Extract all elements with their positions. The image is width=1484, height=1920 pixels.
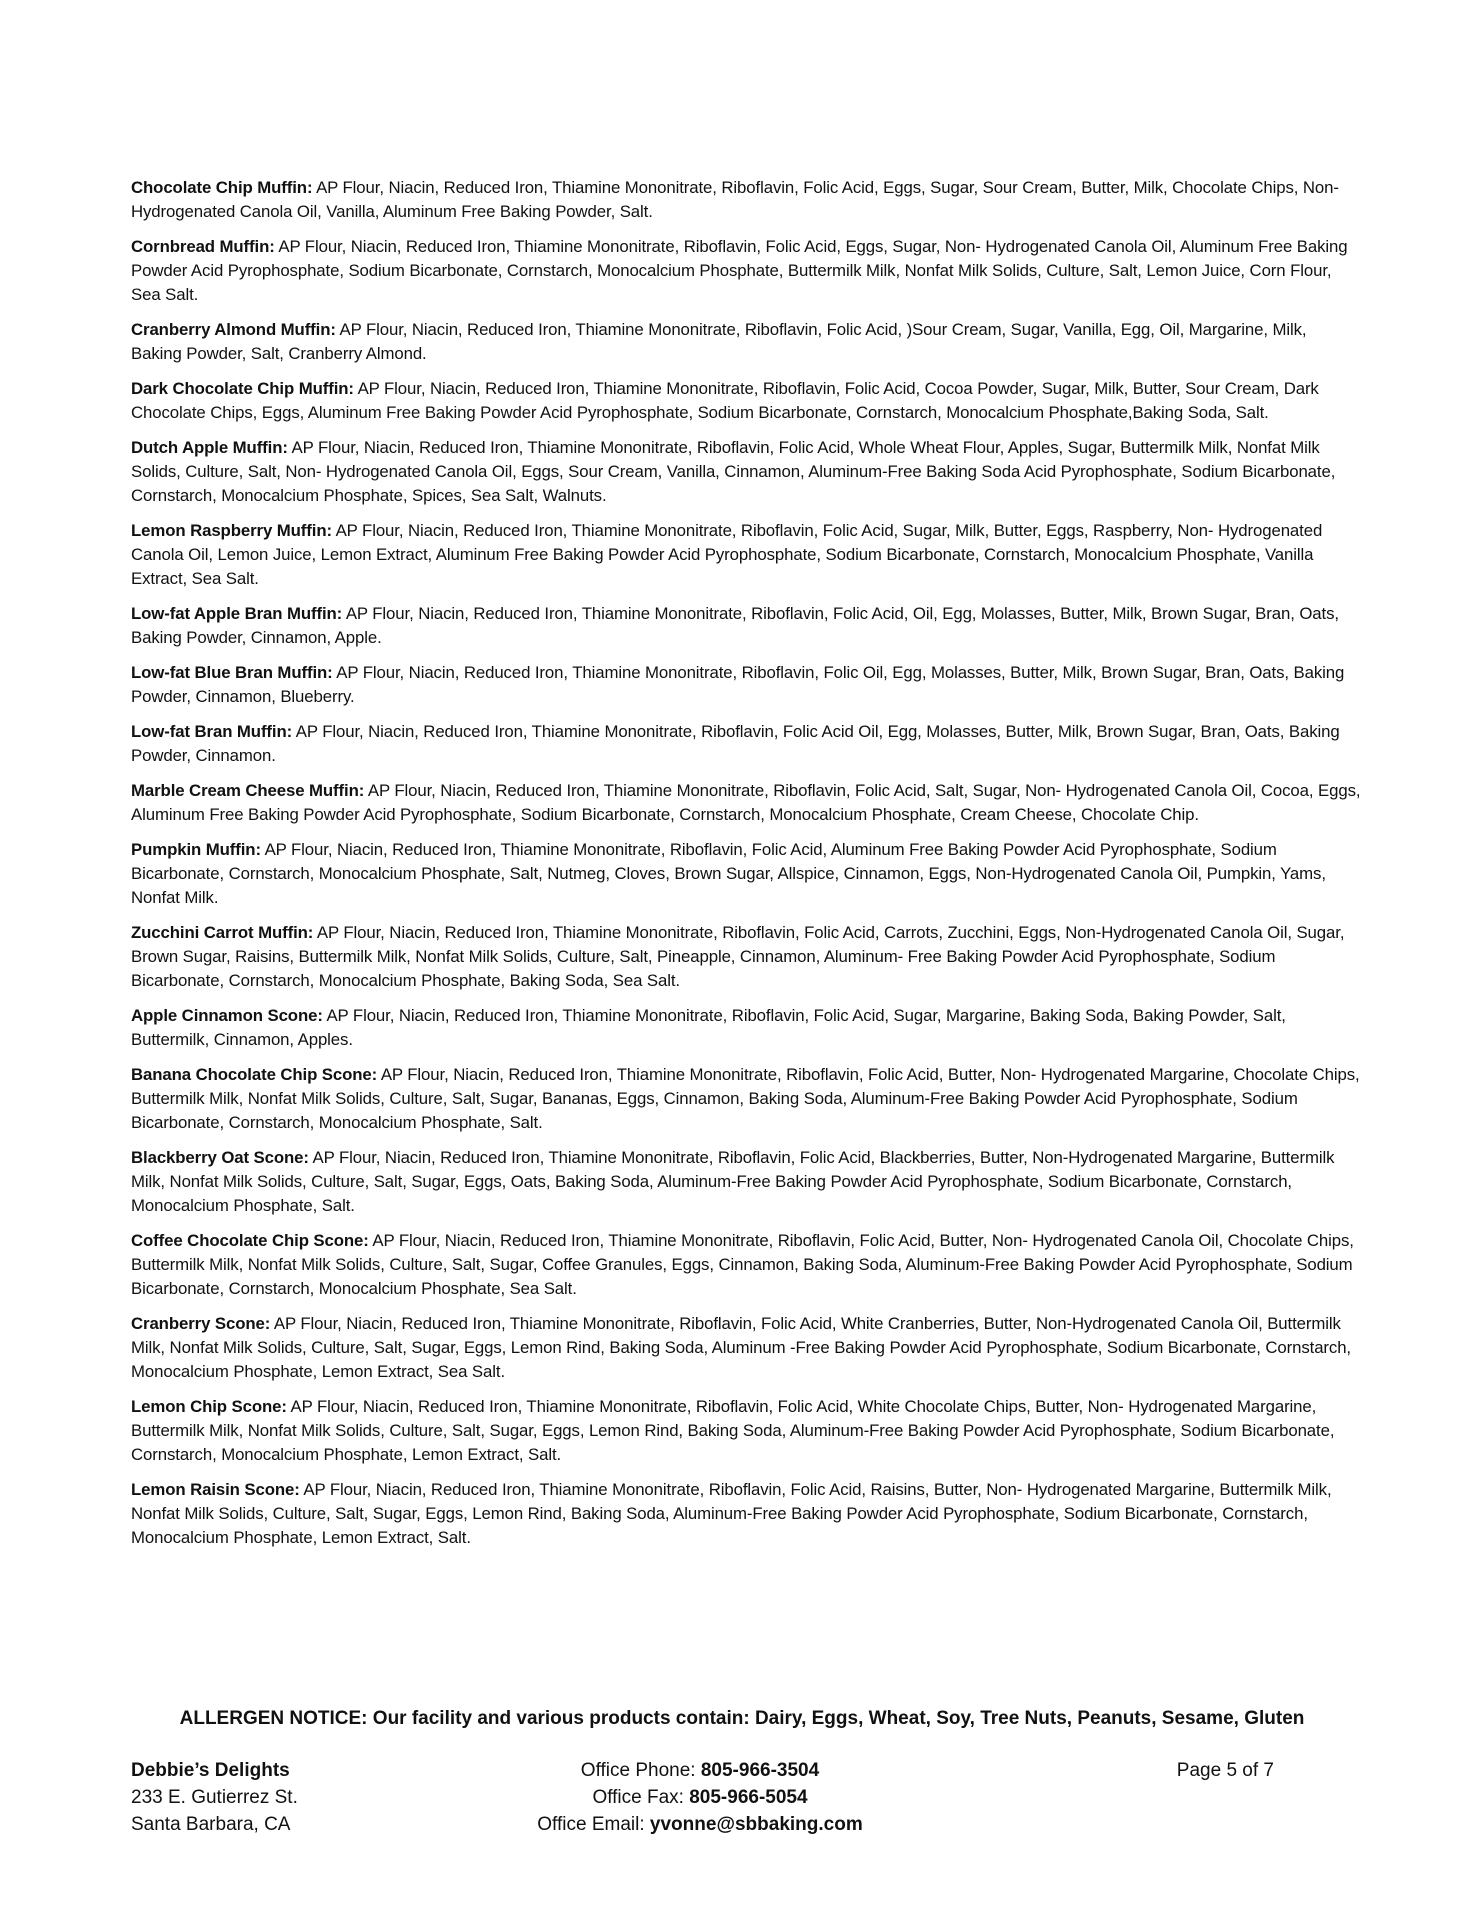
email-line bbox=[500, 1811, 900, 1838]
product-name: Dark Chocolate Chip Muffin: bbox=[131, 379, 354, 398]
product-ingredients: AP Flour, Niacin, Reduced Iron, Thiamine Mononitrate, Riboflavin, Folic Oil, Egg, Molasses, Butter, Milk, Brown Sugar, Bran, Oats, Baking Powder, Cinnamon, Blueberry. bbox=[131, 663, 1345, 706]
product-name: Cranberry Scone: bbox=[131, 1314, 271, 1333]
product-ingredients: AP Flour, Niacin, Reduced Iron, Thiamine Mononitrate, Riboflavin, Folic Acid, White Chocolate Chips, Butter, Non- Hydrogenated Margarine, Buttermilk Milk, Nonfat Milk Solids, Culture, Salt, Sugar, Eggs, Lemon Rind, Baking Soda, Aluminum-Free Baking Powder Acid Pyrophosphate, Sodium Bicarbonate, Cornstarch, Monocalcium Phosphate, Lemon Extract, Salt. bbox=[131, 1397, 1335, 1464]
product-name: Marble Cream Cheese Muffin: bbox=[131, 781, 365, 800]
product-name: Blackberry Oat Scone: bbox=[131, 1148, 309, 1167]
ingredient-entry bbox=[131, 1146, 1361, 1218]
ingredient-entry bbox=[131, 921, 1361, 993]
product-name: Lemon Raspberry Muffin: bbox=[131, 521, 332, 540]
product-ingredients: AP Flour, Niacin, Reduced Iron, Thiamine Mononitrate, Riboflavin, Folic Acid, Oil, Egg, Molasses, Butter, Milk, Brown Sugar, Bran, Oats, Baking Powder, Cinnamon, Apple. bbox=[131, 604, 1339, 647]
ingredient-entry bbox=[131, 1004, 1361, 1052]
product-ingredients: AP Flour, Niacin, Reduced Iron, Thiamine Mononitrate, Riboflavin, Folic Acid, Eggs, Sugar, Non- Hydrogenated Canola Oil, Aluminum Free Baking Powder Acid Pyrophosphate, Sodium Bicarbonate, Cornstarch, Monocalcium Phosphate, Buttermilk Milk, Nonfat Milk Solids, Culture, Salt, Lemon Juice, Corn Flour, Sea Salt. bbox=[131, 237, 1348, 304]
ingredient-list bbox=[131, 176, 1361, 1561]
ingredient-entry bbox=[131, 1478, 1361, 1550]
ingredient-entry bbox=[131, 377, 1361, 425]
ingredient-entry bbox=[131, 519, 1361, 591]
city-address: Santa Barbara, CA bbox=[131, 1814, 291, 1835]
product-name: Low-fat Bran Muffin: bbox=[131, 722, 293, 741]
product-ingredients: AP Flour, Niacin, Reduced Iron, Thiamine Mononitrate, Riboflavin, Folic Acid, Eggs, Sugar, Sour Cream, Butter, Milk, Chocolate Chips, Non- Hydrogenated Canola Oil, Vanilla, Aluminum Free Baking Powder, Salt. bbox=[131, 178, 1339, 221]
product-name: Low-fat Apple Bran Muffin: bbox=[131, 604, 343, 623]
product-name: Low-fat Blue Bran Muffin: bbox=[131, 663, 333, 682]
product-ingredients: AP Flour, Niacin, Reduced Iron, Thiamine Mononitrate, Riboflavin, Folic Acid, Carrots, Zucchini, Eggs, Non-Hydrogenated Canola Oil, Sugar, Brown Sugar, Raisins, Buttermilk Milk, Nonfat Milk Solids, Culture, Salt, Pineapple, Cinnamon, Aluminum- Free Baking Powder Acid Pyrophosphate, Sodium Bicarbonate, Cornstarch, Monocalcium Phosphate, Baking Soda, Sea Salt. bbox=[131, 923, 1345, 990]
product-name: Dutch Apple Muffin: bbox=[131, 438, 288, 457]
ingredient-entry bbox=[131, 1229, 1361, 1301]
product-ingredients: AP Flour, Niacin, Reduced Iron, Thiamine Mononitrate, Riboflavin, Folic Acid, Butter, Non- Hydrogenated Canola Oil, Chocolate Chips, Buttermilk Milk, Nonfat Milk Solids, Culture, Salt, Sugar, Coffee Granules, Eggs, Cinnamon, Baking Soda, Aluminum-Free Baking Powder Acid Pyrophosphate, Sodium Bicarbonate, Cornstarch, Monocalcium Phosphate, Sea Salt. bbox=[131, 1231, 1354, 1298]
ingredient-entry bbox=[131, 235, 1361, 307]
product-name: Pumpkin Muffin: bbox=[131, 840, 261, 859]
company-address bbox=[131, 1757, 298, 1838]
ingredient-entry bbox=[131, 602, 1361, 650]
product-name: Lemon Raisin Scone: bbox=[131, 1480, 300, 1499]
fax-line bbox=[500, 1784, 900, 1811]
street-address: 233 E. Gutierrez St. bbox=[131, 1787, 298, 1808]
ingredient-entry bbox=[131, 1312, 1361, 1384]
ingredient-entry bbox=[131, 1063, 1361, 1135]
product-ingredients: AP Flour, Niacin, Reduced Iron, Thiamine Mononitrate, Riboflavin, Folic Acid, Salt, Sugar, Non- Hydrogenated Canola Oil, Cocoa, Eggs, Aluminum Free Baking Powder Acid Pyrophosphate, Sodium Bicarbonate, Cornstarch, Monocalcium Phosphate, Cream Cheese, Chocolate Chip. bbox=[131, 781, 1361, 824]
product-ingredients: AP Flour, Niacin, Reduced Iron, Thiamine Mononitrate, Riboflavin, Folic Acid, Whole Wheat Flour, Apples, Sugar, Buttermilk Milk, Nonfat Milk Solids, Culture, Salt, Non- Hydrogenated Canola Oil, Eggs, Sour Cream, Vanilla, Cinnamon, Aluminum-Free Baking Soda Acid Pyrophosphate, Sodium Bicarbonate, Cornstarch, Monocalcium Phosphate, Spices, Sea Salt, Walnuts. bbox=[131, 438, 1336, 505]
product-name: Cornbread Muffin: bbox=[131, 237, 275, 256]
product-name: Banana Chocolate Chip Scone: bbox=[131, 1065, 378, 1084]
ingredient-entry bbox=[131, 661, 1361, 709]
product-name: Coffee Chocolate Chip Scone: bbox=[131, 1231, 369, 1250]
product-name: Lemon Chip Scone: bbox=[131, 1397, 287, 1416]
ingredient-entry bbox=[131, 720, 1361, 768]
ingredient-entry bbox=[131, 838, 1361, 910]
product-ingredients: AP Flour, Niacin, Reduced Iron, Thiamine Mononitrate, Riboflavin, Folic Acid, Cocoa Powder, Sugar, Milk, Butter, Sour Cream, Dark Chocolate Chips, Eggs, Aluminum Free Baking Powder Acid Pyrophosphate, Sodium Bicarbonate, Cornstarch, Monocalcium Phosphate,Baking Soda, Salt. bbox=[131, 379, 1319, 422]
product-ingredients: AP Flour, Niacin, Reduced Iron, Thiamine Mononitrate, Riboflavin, Folic Acid, Sugar, Milk, Butter, Eggs, Raspberry, Non- Hydrogenated Canola Oil, Lemon Juice, Lemon Extract, Aluminum Free Baking Powder Acid Pyrophosphate, Sodium Bicarbonate, Cornstarch, Monocalcium Phosphate, Vanilla Extract, Sea Salt. bbox=[131, 521, 1323, 588]
fax-label: Office Fax: bbox=[592, 1787, 684, 1808]
contact-info bbox=[500, 1757, 900, 1838]
phone-number: 805-966-3504 bbox=[700, 1760, 820, 1781]
ingredient-entry bbox=[131, 436, 1361, 508]
ingredient-entry bbox=[131, 318, 1361, 366]
product-name: Apple Cinnamon Scone: bbox=[131, 1006, 323, 1025]
product-ingredients: AP Flour, Niacin, Reduced Iron, Thiamine Mononitrate, Riboflavin, Folic Acid, Blackberries, Butter, Non-Hydrogenated Margarine, Buttermilk Milk, Nonfat Milk Solids, Culture, Salt, Sugar, Eggs, Oats, Baking Soda, Aluminum-Free Baking Powder Acid Pyrophosphate, Sodium Bicarbonate, Cornstarch, Monocalcium Phosphate, Salt. bbox=[131, 1148, 1335, 1215]
email-label: Office Email: bbox=[537, 1814, 645, 1835]
company-name: Debbie’s Delights bbox=[131, 1760, 290, 1781]
phone-line bbox=[500, 1757, 900, 1784]
allergen-notice: ALLERGEN NOTICE: Our facility and various products contain: Dairy, Eggs, Wheat, Soy, Tree Nuts, Peanuts, Sesame, Gluten bbox=[179, 1708, 1305, 1729]
ingredient-entry bbox=[131, 1395, 1361, 1467]
fax-number: 805-966-5054 bbox=[689, 1787, 808, 1808]
product-name: Chocolate Chip Muffin: bbox=[131, 178, 313, 197]
product-ingredients: AP Flour, Niacin, Reduced Iron, Thiamine Mononitrate, Riboflavin, Folic Acid, Butter, Non- Hydrogenated Margarine, Chocolate Chips, Buttermilk Milk, Nonfat Milk Solids, Culture, Salt, Sugar, Bananas, Eggs, Cinnamon, Baking Soda, Aluminum-Free Baking Powder Acid Pyrophosphate, Sodium Bicarbonate, Cornstarch, Monocalcium Phosphate, Salt. bbox=[131, 1065, 1360, 1132]
product-ingredients: AP Flour, Niacin, Reduced Iron, Thiamine Mononitrate, Riboflavin, Folic Acid, Raisins, Butter, Non- Hydrogenated Margarine, Buttermilk Milk, Nonfat Milk Solids, Culture, Salt, Sugar, Eggs, Lemon Rind, Baking Soda, Aluminum-Free Baking Powder Acid Pyrophosphate, Sodium Bicarbonate, Cornstarch, Monocalcium Phosphate, Lemon Extract, Salt. bbox=[131, 1480, 1332, 1547]
product-name: Zucchini Carrot Muffin: bbox=[131, 923, 314, 942]
product-ingredients: AP Flour, Niacin, Reduced Iron, Thiamine Mononitrate, Riboflavin, Folic Acid, Sugar, Margarine, Baking Soda, Baking Powder, Salt, Buttermilk, Cinnamon, Apples. bbox=[131, 1006, 1286, 1049]
product-ingredients: AP Flour, Niacin, Reduced Iron, Thiamine Mononitrate, Riboflavin, Folic Acid, )Sour Cream, Sugar, Vanilla, Egg, Oil, Margarine, Milk, Baking Powder, Salt, Cranberry Almond. bbox=[131, 320, 1307, 363]
product-ingredients: AP Flour, Niacin, Reduced Iron, Thiamine Mononitrate, Riboflavin, Folic Acid Oil, Egg, Molasses, Butter, Milk, Brown Sugar, Bran, Oats, Baking Powder, Cinnamon. bbox=[131, 722, 1340, 765]
ingredient-entry bbox=[131, 176, 1361, 224]
ingredient-entry bbox=[131, 779, 1361, 827]
product-ingredients: AP Flour, Niacin, Reduced Iron, Thiamine Mononitrate, Riboflavin, Folic Acid, Aluminum Free Baking Powder Acid Pyrophosphate, Sodium Bicarbonate, Cornstarch, Monocalcium Phosphate, Salt, Nutmeg, Cloves, Brown Sugar, Allspice, Cinnamon, Eggs, Non-Hydrogenated Canola Oil, Pumpkin, Yams, Nonfat Milk. bbox=[131, 840, 1326, 907]
product-ingredients: AP Flour, Niacin, Reduced Iron, Thiamine Mononitrate, Riboflavin, Folic Acid, White Cranberries, Butter, Non-Hydrogenated Canola Oil, Buttermilk Milk, Nonfat Milk Solids, Culture, Salt, Sugar, Eggs, Lemon Rind, Baking Soda, Aluminum -Free Baking Powder Acid Pyrophosphate, Sodium Bicarbonate, Cornstarch, Monocalcium Phosphate, Lemon Extract, Sea Salt. bbox=[131, 1314, 1351, 1381]
product-name: Cranberry Almond Muffin: bbox=[131, 320, 336, 339]
phone-label: Office Phone: bbox=[580, 1760, 696, 1781]
page-number: Page 5 of 7 bbox=[1176, 1760, 1274, 1781]
email-link[interactable]: yvonne@sbbaking.com bbox=[649, 1814, 863, 1835]
